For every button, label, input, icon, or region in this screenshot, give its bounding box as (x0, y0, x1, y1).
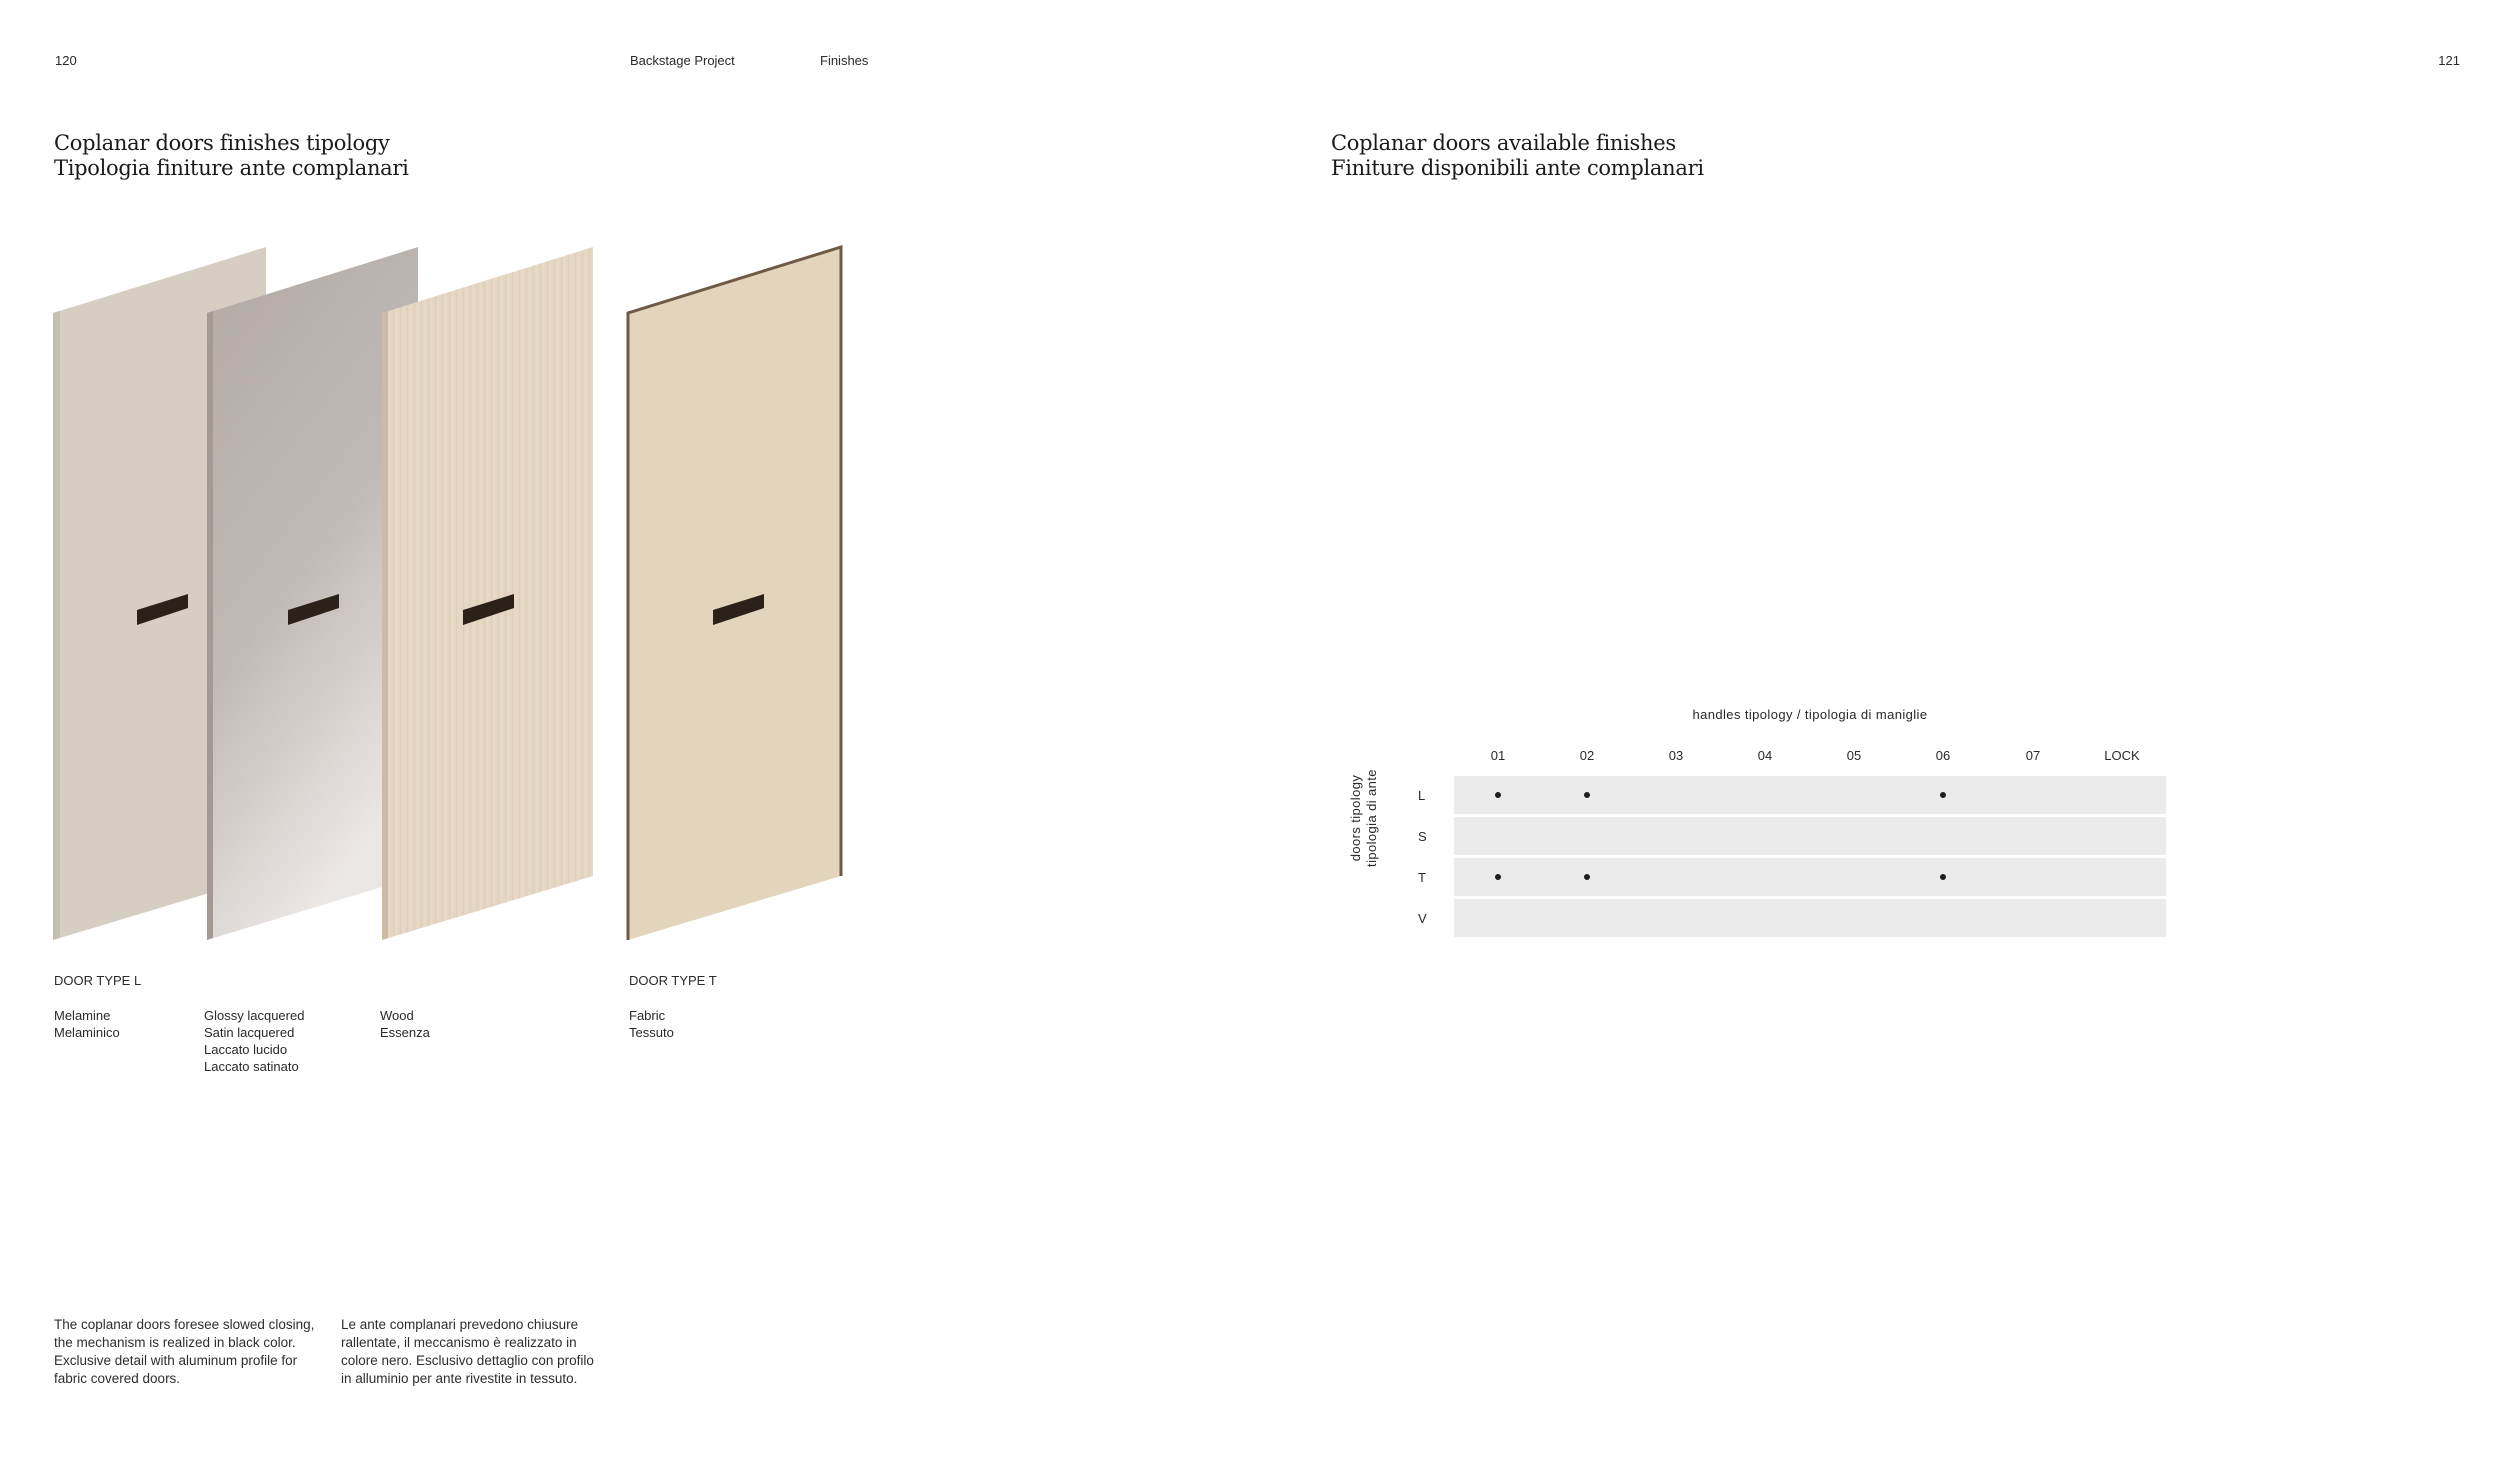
row-label: S (1418, 829, 1427, 844)
column-header: 06 (1935, 748, 1951, 763)
availability-dot (1940, 792, 1946, 798)
description-line: The coplanar doors foresee slowed closing, (54, 1317, 315, 1332)
finish-wood (380, 1007, 430, 1041)
page-number-right: 121 (2438, 53, 2460, 68)
availability-dot (1940, 874, 1946, 880)
door-type-t-label: DOOR TYPE T (629, 973, 717, 988)
table-row (1454, 858, 2166, 896)
page-number-left: 120 (55, 53, 77, 68)
row-label: V (1418, 911, 1427, 926)
column-header: 05 (1846, 748, 1862, 763)
finish-line: Laccato lucido (204, 1042, 288, 1057)
availability-dot (1584, 792, 1590, 798)
door-wood (382, 247, 593, 940)
finish-lacquered (204, 1007, 304, 1075)
finish-line: Melamine (54, 1008, 111, 1023)
table-row (1454, 776, 2166, 814)
description-line: the mechanism is realized in black color. (54, 1335, 296, 1350)
running-header-section: Finishes (820, 53, 869, 68)
column-header: 07 (2025, 748, 2041, 763)
left-title-en: Coplanar doors finishes tipology (54, 131, 390, 155)
description-en (54, 1316, 314, 1388)
row-axis-label-en: doors tipology (1348, 774, 1363, 862)
description-line: in alluminio per ante rivestite in tessuto. (341, 1371, 578, 1386)
availability-dot (1495, 874, 1501, 880)
description-line: rallentate, il meccanismo è realizzato in (341, 1335, 577, 1350)
availability-dot (1495, 792, 1501, 798)
right-title-en: Coplanar doors available finishes (1331, 131, 1676, 155)
table-caption: handles tipology / tipologia di maniglie (1692, 707, 1928, 722)
right-title-it: Finiture disponibili ante complanari (1331, 156, 1704, 180)
column-header: 01 (1490, 748, 1506, 763)
row-axis-label (1348, 748, 1380, 888)
finish-line: Fabric (629, 1008, 666, 1023)
column-header: 03 (1668, 748, 1684, 763)
row-label: L (1418, 788, 1426, 803)
availability-dot (1584, 874, 1590, 880)
table-row (1454, 817, 2166, 855)
running-header-project: Backstage Project (630, 53, 735, 68)
column-header: 04 (1757, 748, 1773, 763)
description-line: Exclusive detail with aluminum profile for (54, 1353, 298, 1368)
table-row (1454, 899, 2166, 937)
finish-line: Essenza (380, 1025, 430, 1040)
row-label: T (1418, 870, 1426, 885)
finish-fabric (629, 1007, 674, 1041)
door-type-l-label: DOOR TYPE L (54, 973, 142, 988)
finish-line: Laccato satinato (204, 1059, 299, 1074)
finish-melamine (54, 1007, 120, 1041)
finish-line: Melaminico (54, 1025, 120, 1040)
finish-line: Tessuto (629, 1025, 674, 1040)
description-line: fabric covered doors. (54, 1371, 181, 1386)
row-axis-label-it: tipologia di ante (1364, 769, 1379, 867)
description-it (341, 1316, 594, 1388)
description-line: colore nero. Esclusivo dettaglio con profilo (341, 1353, 594, 1368)
finish-line: Satin lacquered (204, 1025, 295, 1040)
column-header: 02 (1579, 748, 1595, 763)
doors-illustration (0, 0, 1280, 1000)
finish-line: Glossy lacquered (204, 1008, 305, 1023)
finish-line: Wood (380, 1008, 414, 1023)
door-fabric (628, 247, 841, 940)
description-line: Le ante complanari prevedono chiusure (341, 1317, 579, 1332)
column-header: LOCK (2104, 748, 2140, 763)
left-title-it: Tipologia finiture ante complanari (54, 156, 409, 180)
